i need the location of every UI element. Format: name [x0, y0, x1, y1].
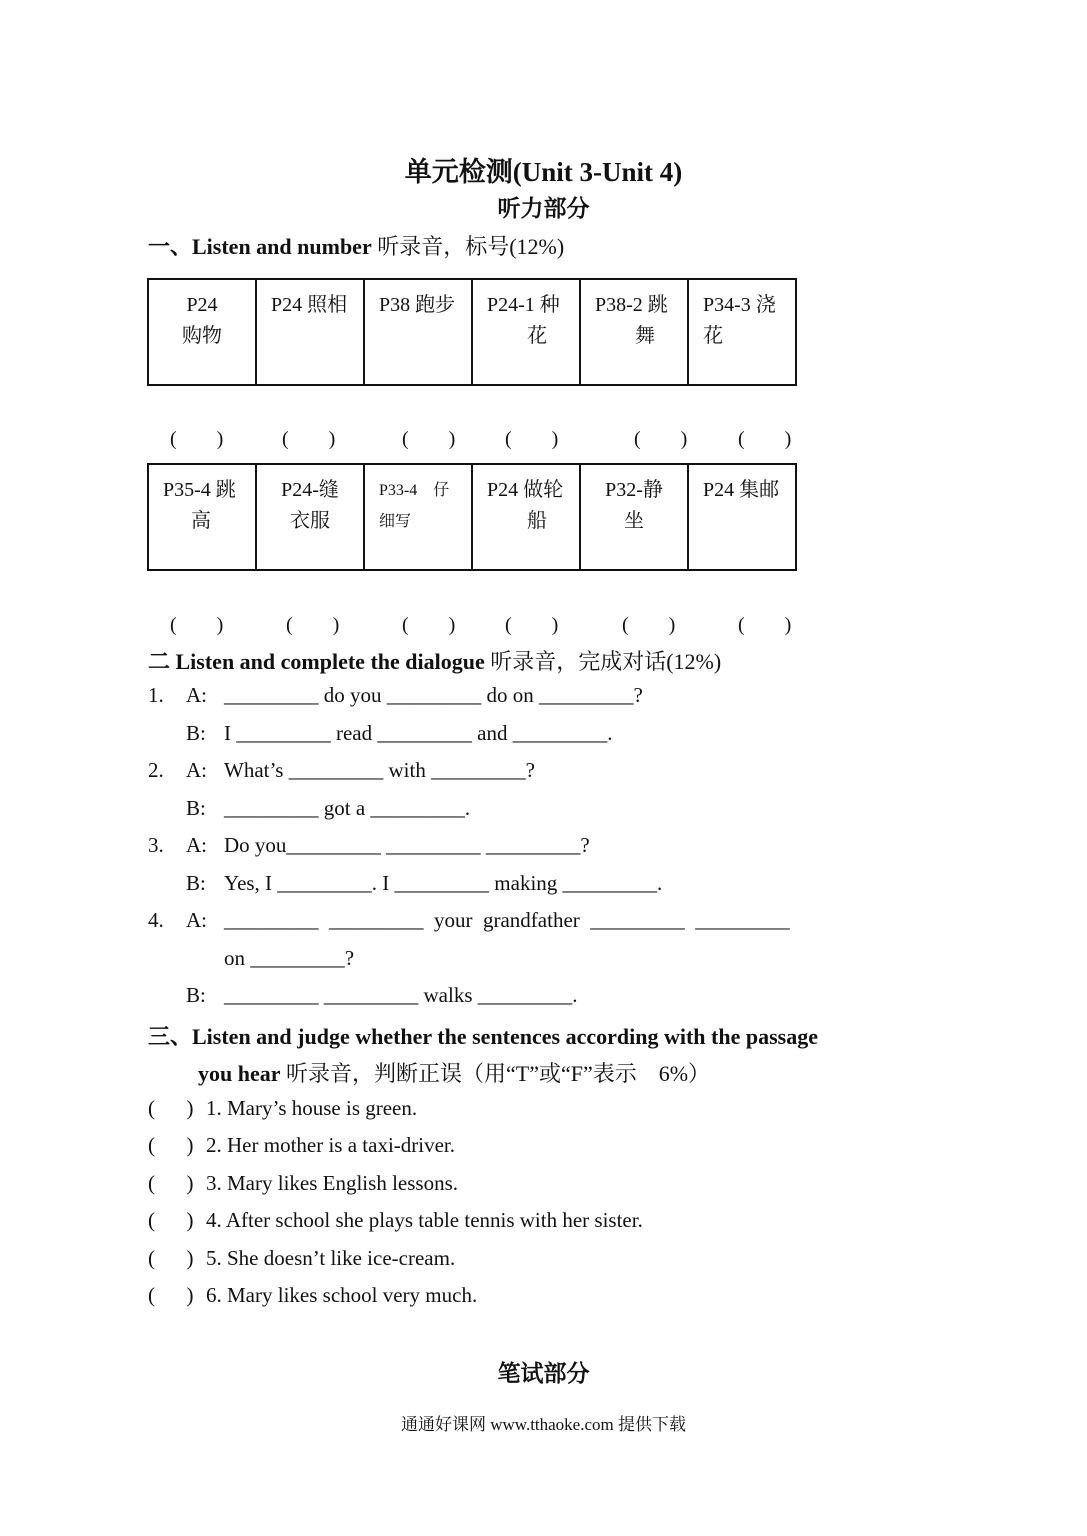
picture-cell: P24-1 种 花 [472, 279, 580, 385]
picture-cell: P33-4 仔 细写 [364, 464, 472, 570]
section2-heading [148, 645, 721, 676]
answer-paren[interactable]: ( ) [170, 614, 224, 636]
picture-cell: P24 集邮 [688, 464, 796, 570]
picture-cell: P24 购物 [148, 279, 256, 385]
answer-paren[interactable]: ( ) [738, 428, 792, 450]
picture-cell: P34-3 浇 花 [688, 279, 796, 385]
judge-item: ( ) 1. Mary’s house is green. [148, 1096, 418, 1120]
picture-cell: P35-4 跳 高 [148, 464, 256, 570]
answer-paren[interactable]: ( ) [634, 428, 688, 450]
answer-paren[interactable]: ( ) [286, 614, 340, 636]
section3-heading-line1: 三、Listen and judge whether the sentences according with the passage [148, 1024, 818, 1049]
page-footer: 通通好课网 www.tthaoke.com 提供下载 [400, 1415, 687, 1434]
answer-paren[interactable]: ( ) [402, 614, 456, 636]
section2-heading-rest: 听录音，完成对话(12%) [484, 649, 722, 674]
answer-paren[interactable]: ( ) [505, 614, 559, 636]
answer-paren[interactable]: ( ) [282, 428, 336, 450]
picture-cell: P24 做轮 船 [472, 464, 580, 570]
section1-heading [148, 230, 564, 261]
picture-cell: P32-静 坐 [580, 464, 688, 570]
judge-item: ( ) 5. She doesn’t like ice-cream. [148, 1246, 456, 1270]
picture-grid-row1 [147, 278, 797, 386]
picture-cell: P24 照相 [256, 279, 364, 385]
section1-heading-bold: 一、Listen and number [148, 234, 372, 259]
written-part-title: 笔试部分 [497, 1361, 590, 1386]
picture-grid-row2 [147, 463, 797, 571]
picture-cell: P24-缝 衣服 [256, 464, 364, 570]
section1-heading-rest: 听录音，标号(12%) [371, 234, 565, 259]
section2-heading-bold: 二 Listen and complete the dialogue [148, 649, 485, 674]
answer-paren[interactable]: ( ) [402, 428, 456, 450]
picture-cell: P38-2 跳 舞 [580, 279, 688, 385]
judge-item: ( ) 3. Mary likes English lessons. [148, 1171, 458, 1195]
answer-paren[interactable]: ( ) [170, 428, 224, 450]
judge-item: ( ) 2. Her mother is a taxi-driver. [148, 1133, 456, 1157]
listening-part-title: 听力部分 [497, 196, 590, 221]
judge-item: ( ) 6. Mary likes school very much. [148, 1283, 478, 1307]
answer-paren[interactable]: ( ) [738, 614, 792, 636]
answer-paren[interactable]: ( ) [622, 614, 676, 636]
judge-item: ( ) 4. After school she plays table tennis with her sister. [148, 1208, 643, 1232]
picture-cell: P38 跑步 [364, 279, 472, 385]
section3-heading-line2: you hear 听录音，判断正误（用“T”或“F”表示 6%） [198, 1061, 711, 1086]
answer-paren[interactable]: ( ) [505, 428, 559, 450]
page-title: 单元检测(Unit 3-Unit 4) [404, 157, 683, 187]
